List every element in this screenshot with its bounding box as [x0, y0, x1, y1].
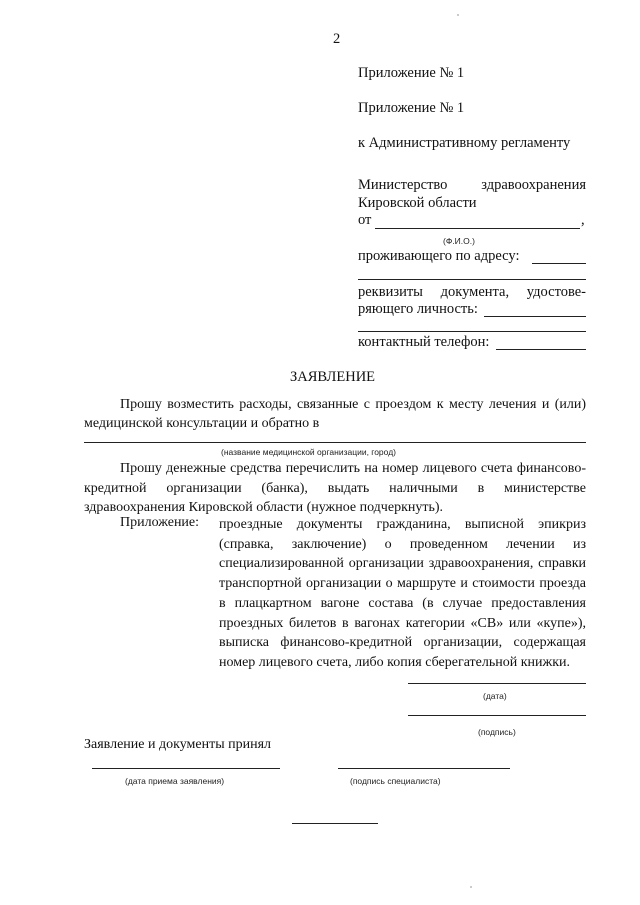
- attachments-text: проездные документы гражданина, выписной эпикриз (справка, заключение) о проведенном лечении из специализированной организации здравоохранения, справки транспортной организации о маршруте и стоимости проезда в плацкартном вагоне состава (в случае предоставления проездных билетов в вагонах категории «СВ» или «купе»), выписка финансово-кредитной организации, содержащая номер лицевого счета, либо копия сберегательной книжки.: [219, 517, 586, 670]
- acceptance-date-line: [92, 768, 280, 769]
- page-number: 2: [333, 31, 341, 47]
- appendix-title-1: Приложение № 1: [358, 65, 465, 81]
- scan-speck: [470, 886, 472, 888]
- id-document-blank-line-2: [358, 331, 586, 332]
- addressee-region: Кировской области: [358, 195, 477, 211]
- clinic-blank-line: [84, 442, 586, 443]
- addressee-ministry: Министерство здравоохранения: [358, 177, 586, 193]
- regulation-reference: к Административному регламенту: [358, 135, 571, 151]
- specialist-signature-line: [338, 768, 510, 769]
- statement-title: ЗАЯВЛЕНИЕ: [290, 369, 376, 385]
- id-document-label-2: ряющего личность:: [358, 301, 478, 317]
- signature-caption: (подпись): [478, 727, 516, 737]
- from-label: от: [358, 212, 372, 228]
- id-document-blank-line: [484, 316, 586, 317]
- fio-caption: (Ф.И.О.): [443, 236, 475, 246]
- appendix-title-2: Приложение № 1: [358, 100, 465, 116]
- statement-paragraph-1: Прошу возместить расходы, связанные с проездом к месту лечения и (или) медицинской консультации и обратно в: [84, 397, 586, 431]
- acceptance-date-caption: (дата приема заявления): [125, 776, 225, 786]
- signature-blank-line: [408, 715, 586, 716]
- address-label: проживающего по адресу:: [358, 248, 520, 264]
- phone-blank-line: [496, 349, 586, 350]
- specialist-signature-caption: (подпись специалиста): [350, 776, 441, 786]
- date-caption: (дата): [483, 691, 507, 701]
- from-comma: ,: [581, 212, 585, 228]
- phone-label: контактный телефон:: [358, 334, 490, 350]
- from-blank-line: [375, 228, 580, 229]
- attachments-label: Приложение:: [120, 515, 200, 530]
- bottom-rule: [292, 823, 378, 824]
- accepted-label: Заявление и документы принял: [84, 737, 272, 752]
- scan-speck: [457, 14, 459, 16]
- id-document-label-1: реквизиты документа, удостове-: [358, 284, 586, 300]
- address-blank-line-2: [358, 279, 586, 280]
- clinic-caption: (название медицинской организации, город): [221, 447, 396, 457]
- address-blank-line: [532, 263, 586, 264]
- statement-paragraph-2: Прошу денежные средства перечислить на номер лицевого счета финансово-кредитной организации (банка), выдать наличными в министерстве здравоохранения Кировской области (нужное подчеркнуть).: [84, 461, 586, 516]
- date-blank-line: [408, 683, 586, 684]
